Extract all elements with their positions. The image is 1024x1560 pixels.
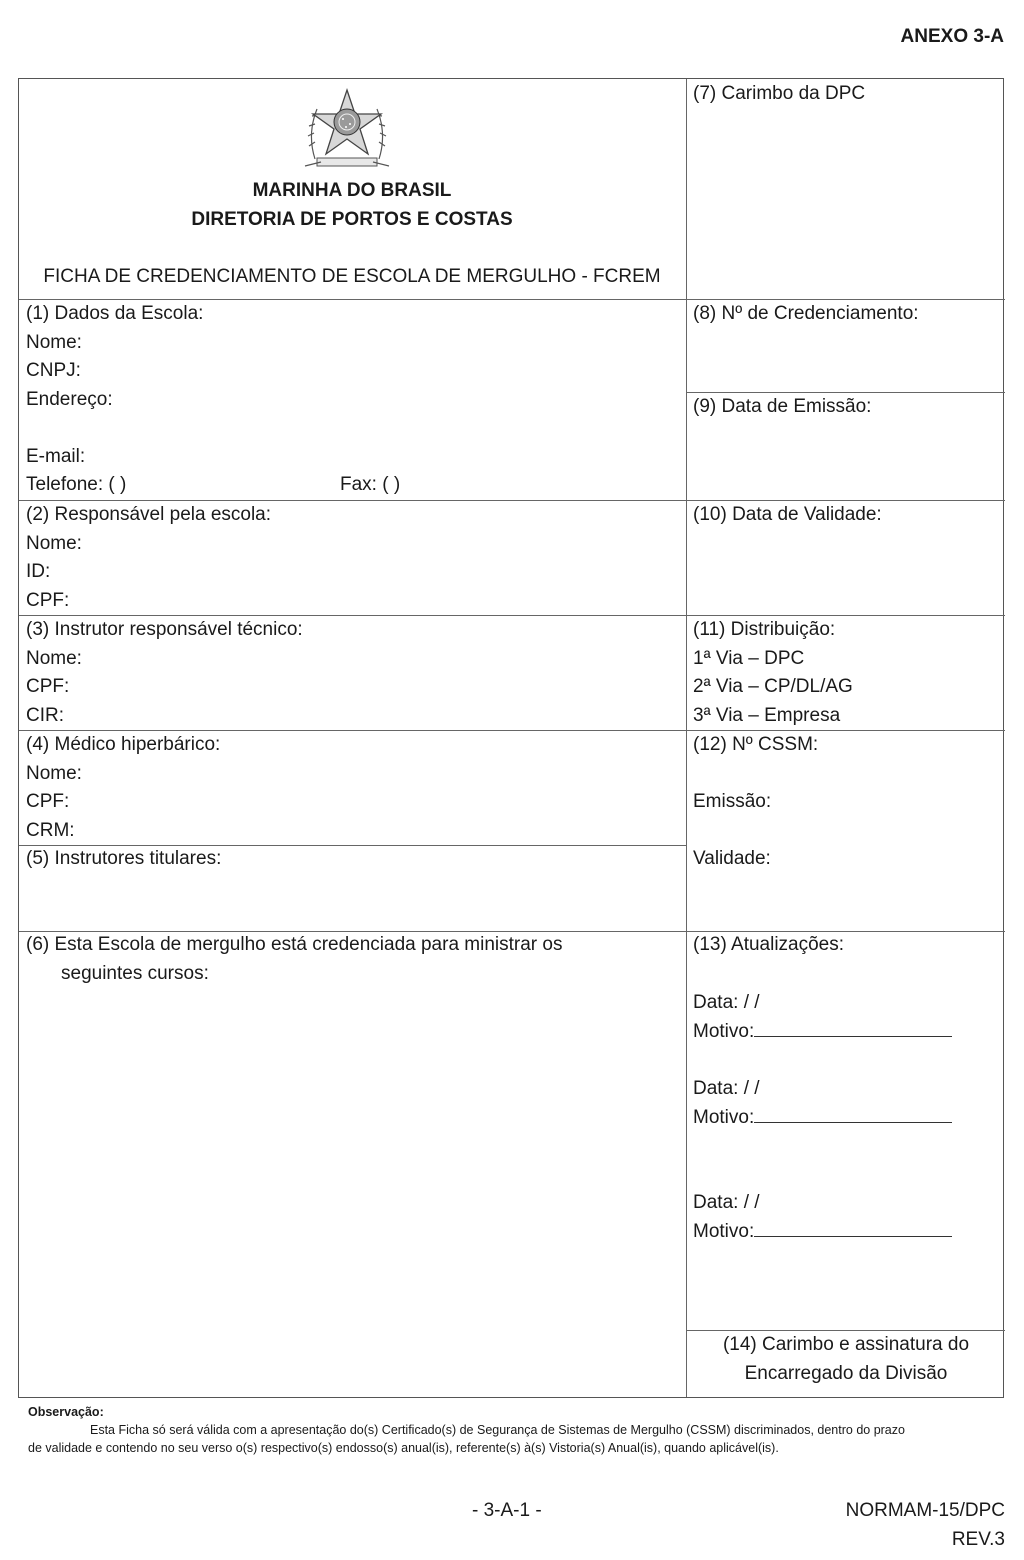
document-revision: REV.3 xyxy=(951,1529,1005,1550)
org-name: MARINHA DO BRASIL xyxy=(252,180,452,201)
distribution-copy-1: 1ª Via – DPC xyxy=(693,647,805,669)
field-3-title: (3) Instrutor responsável técnico: xyxy=(26,619,303,640)
reason-blank-line xyxy=(754,1020,952,1037)
brazil-coat-of-arms-icon xyxy=(295,84,399,174)
physician-cpf-field[interactable]: CPF: xyxy=(26,791,70,812)
observation-label: Observação: xyxy=(28,1405,104,1419)
document-code: NORMAM-15/DPC xyxy=(845,1500,1005,1521)
field-4-title: (4) Médico hiperbárico: xyxy=(26,734,221,755)
responsible-name-field[interactable]: Nome: xyxy=(26,532,82,554)
field-6-courses[interactable] xyxy=(26,931,562,988)
school-address-field[interactable]: Endereço: xyxy=(26,388,113,410)
field-14-line1: (14) Carimbo e assinatura do xyxy=(722,1334,970,1355)
update-entry-2[interactable] xyxy=(693,1075,952,1132)
field-9-issue-date[interactable] xyxy=(693,393,871,422)
responsible-id-field[interactable]: ID: xyxy=(26,561,51,582)
update-date-field[interactable]: Data: / / xyxy=(693,992,760,1013)
field-1-title: (1) Dados da Escola: xyxy=(26,303,204,324)
field-13-title: (13) Atualizações: xyxy=(693,934,845,955)
field-6-line2: seguintes cursos: xyxy=(61,962,209,984)
school-email-field[interactable]: E-mail: xyxy=(26,445,86,467)
school-fax-field[interactable] xyxy=(340,471,400,500)
update-reason-field[interactable]: Motivo: xyxy=(693,1018,952,1047)
observation-text-line1: Esta Ficha só será válida com a apresentação do(s) Certificado(s) de Segurança de Sistemas de Mergulho (CSSM) discriminados, dentro do prazo xyxy=(90,1423,905,1437)
update-date-field[interactable]: Data: / / xyxy=(693,1078,760,1099)
field-2-title: (2) Responsável pela escola: xyxy=(26,504,272,525)
field-14-signature[interactable] xyxy=(687,1331,1005,1388)
update-entry-3[interactable] xyxy=(693,1189,952,1246)
field-10-validity-date[interactable] xyxy=(693,501,882,530)
responsible-cpf-field[interactable]: CPF: xyxy=(26,589,70,611)
field-5-label: (5) Instrutores titulares: xyxy=(26,848,222,869)
observation-text-line2: de validade e contendo no seu verso o(s) respectivo(s) endosso(s) anual(is), referente(s) à(s) Vistoria(s) Anual(is), quando aplicável(is). xyxy=(28,1441,779,1455)
field-4-hyperbaric-physician xyxy=(26,731,220,845)
update-entry-1[interactable] xyxy=(693,989,952,1046)
school-fax-label: Fax: ( ) xyxy=(340,474,401,495)
distribution-copy-2: 2ª Via – CP/DL/AG xyxy=(693,676,853,697)
distribution-copy-3: 3ª Via – Empresa xyxy=(693,704,841,726)
column-divider xyxy=(686,79,687,1397)
annex-label: ANEXO 3-A xyxy=(900,26,1004,47)
field-12-cssm xyxy=(693,731,818,874)
field-1-school-data xyxy=(26,300,203,500)
org-directorate: DIRETORIA DE PORTOS E COSTAS xyxy=(191,209,513,230)
instructor-cpf-field[interactable]: CPF: xyxy=(26,676,70,697)
reason-blank-line xyxy=(754,1220,952,1237)
field-11-distribution xyxy=(693,616,853,730)
field-8-label: (8) Nº de Credenciamento: xyxy=(693,303,919,324)
form-title: FICHA DE CREDENCIAMENTO DE ESCOLA DE MERGULHO - FCREM xyxy=(43,266,661,287)
instructor-name-field[interactable]: Nome: xyxy=(26,647,82,669)
cssm-validity-field[interactable]: Validade: xyxy=(693,848,771,869)
physician-name-field[interactable]: Nome: xyxy=(26,762,82,784)
observation-note xyxy=(28,1403,998,1457)
update-reason-field[interactable]: Motivo: xyxy=(693,1218,952,1247)
field-7-label: (7) Carimbo da DPC xyxy=(693,83,866,104)
school-name-field[interactable]: Nome: xyxy=(26,331,82,353)
instructor-cir-field[interactable]: CIR: xyxy=(26,704,64,726)
field-8-accreditation-number[interactable] xyxy=(693,300,919,329)
field-7-stamp xyxy=(693,80,865,109)
cssm-issue-field[interactable]: Emissão: xyxy=(693,791,772,812)
field-5-lead-instructors[interactable] xyxy=(26,845,221,874)
page-number: - 3-A-1 - xyxy=(472,1500,542,1521)
field-12-title: (12) Nº CSSM: xyxy=(693,734,819,755)
physician-crm-field[interactable]: CRM: xyxy=(26,819,75,841)
field-11-title: (11) Distribuição: xyxy=(693,619,836,640)
field-3-technical-instructor xyxy=(26,616,303,730)
field-2-school-responsible xyxy=(26,501,271,615)
field-6-line1: (6) Esta Escola de mergulho está credenciada para ministrar os xyxy=(26,934,563,955)
field-9-label: (9) Data de Emissão: xyxy=(693,396,872,417)
update-date-field[interactable]: Data: / / xyxy=(693,1192,760,1213)
update-reason-field[interactable]: Motivo: xyxy=(693,1104,952,1133)
field-14-line2: Encarregado da Divisão xyxy=(744,1362,948,1384)
field-13-updates xyxy=(693,931,844,960)
field-10-label: (10) Data de Validade: xyxy=(693,504,882,525)
school-cnpj-field[interactable]: CNPJ: xyxy=(26,360,81,381)
reason-blank-line xyxy=(754,1106,952,1123)
school-phone-field[interactable]: Telefone: ( ) xyxy=(26,474,127,495)
